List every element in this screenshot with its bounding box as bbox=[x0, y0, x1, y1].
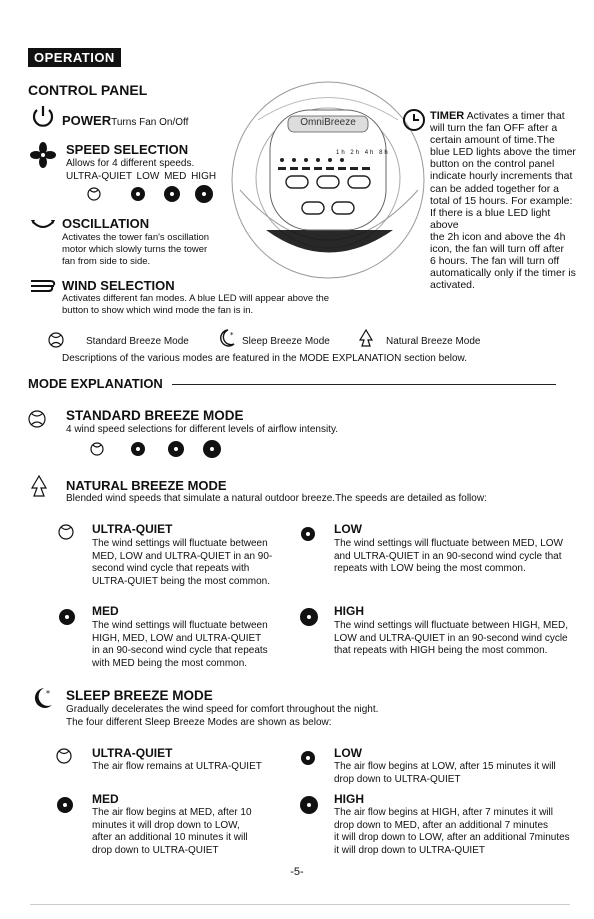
wind-line: button to show which wind mode the fan is in. bbox=[62, 305, 254, 316]
high-speed-icon bbox=[298, 794, 320, 816]
sleep-item-line: after an additional 10 minutes it will bbox=[92, 832, 248, 843]
natural-item-line: second wind cycle that repeats with bbox=[92, 563, 250, 574]
timer-line: 6 hours. The fan will turn off bbox=[430, 255, 560, 268]
legend-natural: Natural Breeze Mode bbox=[386, 336, 481, 347]
natural-item-line: that repeats with HIGH being the most common. bbox=[334, 645, 548, 656]
timer-line: If there is a blue LED light above bbox=[430, 206, 551, 231]
sleep-item-desc bbox=[334, 761, 556, 786]
svg-text:*: * bbox=[46, 689, 50, 698]
natural-item-line: and ULTRA-QUIET in an 90-second wind cycle that bbox=[334, 550, 562, 562]
sleep-item-title: LOW bbox=[334, 746, 362, 760]
timer-line: activated. bbox=[430, 279, 475, 292]
natural-item-line: The wind settings will fluctuate between bbox=[92, 538, 268, 549]
legend-standard: Standard Breeze Mode bbox=[86, 336, 189, 347]
oscillation-line: Activates the tower fan's oscillation bbox=[62, 232, 210, 243]
natural-item-title: LOW bbox=[334, 522, 362, 536]
timer-line: indicate hourly increments that bbox=[430, 170, 573, 183]
sleep-mode-title: SLEEP BREEZE MODE bbox=[66, 688, 213, 703]
sleep-item-line: drop down to MED, after an additional 7 minutes bbox=[334, 819, 549, 831]
speed-level-icons bbox=[86, 184, 236, 204]
oscillation-icon bbox=[30, 216, 56, 232]
oscillation-line: fan from side to side. bbox=[62, 256, 151, 267]
legend-sleep: Sleep Breeze Mode bbox=[242, 336, 330, 347]
timer-line: certain amount of time.The bbox=[430, 134, 555, 147]
section-badge: OPERATION bbox=[28, 48, 121, 67]
oscillation-line: motor which slowly turns the tower bbox=[62, 244, 208, 255]
timer-label-2h: 2h bbox=[350, 150, 362, 156]
sleep-item-line: The air flow begins at MED, after 10 bbox=[92, 807, 252, 818]
natural-item-line: The wind settings will fluctuate between bbox=[92, 620, 268, 631]
timer-line: icon, the fan will turn off after bbox=[430, 243, 565, 256]
sleep-item-line: drop down to ULTRA-QUIET bbox=[92, 844, 219, 856]
wind-line: Activates different fan modes. A blue LED will appear above the bbox=[62, 293, 330, 304]
timer-icon bbox=[402, 108, 426, 132]
legend-note: Descriptions of the various modes are featured in the MODE EXPLANATION section below. bbox=[62, 353, 467, 364]
bottom-edge-line bbox=[30, 904, 570, 905]
timer-label-1h: 1h bbox=[336, 150, 347, 156]
timer-block bbox=[430, 110, 580, 291]
med-speed-icon bbox=[56, 606, 78, 628]
natural-item-title: HIGH bbox=[334, 604, 364, 618]
fan-icon bbox=[30, 142, 56, 168]
wind-icon bbox=[30, 278, 58, 294]
sleep-item-line: drop down to ULTRA-QUIET bbox=[334, 773, 461, 785]
sleep-item-line: minutes it will drop down to LOW, bbox=[92, 819, 240, 831]
natural-item-line: MED, LOW and ULTRA-QUIET in an 90- bbox=[92, 550, 273, 562]
natural-item-line: LOW and ULTRA-QUIET in an 90-second wind cycle bbox=[334, 632, 568, 644]
sleep-item-title: HIGH bbox=[334, 792, 364, 806]
speed-title: SPEED SELECTION bbox=[66, 142, 189, 157]
sleep-desc-line: Gradually decelerates the wind speed for comfort throughout the night. bbox=[66, 704, 379, 715]
timer-label-8h: 8h bbox=[379, 150, 390, 156]
timer-line: blue LED lights above the timer bbox=[430, 146, 576, 159]
sleep-desc-line: The four different Sleep Breeze Modes are shown as below: bbox=[66, 716, 332, 728]
natural-item-line: with MED being the most common. bbox=[92, 657, 248, 669]
timer-line: will turn the fan OFF after a bbox=[430, 122, 558, 135]
low-speed-icon bbox=[298, 748, 318, 768]
natural-item-line: The wind settings will fluctuate between MED, LOW bbox=[334, 538, 563, 549]
timer-line: total of 15 hours. For example: bbox=[430, 194, 573, 207]
timer-line: button on the control panel bbox=[430, 158, 555, 171]
natural-item-desc bbox=[92, 538, 272, 588]
sleep-breeze-icon bbox=[30, 686, 56, 710]
section-divider bbox=[172, 384, 556, 385]
svg-text:*: * bbox=[230, 331, 234, 339]
standard-mode-title: STANDARD BREEZE MODE bbox=[66, 408, 244, 423]
standard-speed-icons bbox=[88, 438, 228, 460]
timer-line: Activates a timer that bbox=[466, 110, 565, 122]
sleep-item-line: The air flow begins at LOW, after 15 minutes it will bbox=[334, 761, 556, 772]
oscillation-title: OSCILLATION bbox=[62, 216, 150, 231]
ultra-quiet-icon bbox=[56, 522, 76, 542]
natural-item-line: ULTRA-QUIET being the most common. bbox=[92, 575, 271, 587]
sleep-breeze-icon bbox=[216, 328, 238, 348]
speed-desc: Allows for 4 different speeds. bbox=[66, 158, 195, 169]
high-speed-icon bbox=[298, 606, 320, 628]
oscillation-desc bbox=[62, 232, 209, 268]
natural-item-desc bbox=[92, 620, 268, 670]
ultra-quiet-icon bbox=[54, 746, 74, 766]
power-row bbox=[62, 112, 188, 130]
natural-mode-desc: Blended wind speeds that simulate a natural outdoor breeze.The speeds are detailed as follow: bbox=[66, 493, 487, 504]
sleep-item-desc bbox=[334, 807, 570, 857]
sleep-item-title: MED bbox=[92, 792, 119, 806]
natural-item-line: in an 90-second wind cycle that repeats bbox=[92, 645, 268, 656]
power-title: POWER bbox=[62, 113, 112, 128]
natural-breeze-icon bbox=[356, 328, 376, 348]
sleep-item-line: it will drop down to ULTRA-QUIET bbox=[334, 844, 485, 856]
sleep-item-line: The air flow begins at HIGH, after 7 minutes it will bbox=[334, 807, 553, 818]
natural-mode-title: NATURAL BREEZE MODE bbox=[66, 478, 227, 493]
power-icon bbox=[30, 104, 56, 130]
natural-item-title: ULTRA-QUIET bbox=[92, 522, 173, 536]
timer-label-4h: 4h bbox=[364, 150, 376, 156]
sleep-item-desc bbox=[92, 807, 252, 857]
speed-levels: ULTRA-QUIET LOW MED HIGH bbox=[66, 171, 217, 182]
wind-title: WIND SELECTION bbox=[62, 278, 175, 293]
sleep-item-line: it will drop down to LOW, after an additional 7minutes bbox=[334, 832, 570, 843]
timer-title: TIMER bbox=[430, 110, 465, 122]
natural-item-title: MED bbox=[92, 604, 119, 618]
sleep-mode-desc bbox=[66, 704, 378, 729]
page-number: -5- bbox=[290, 866, 304, 878]
natural-item-desc bbox=[334, 538, 563, 576]
standard-breeze-icon bbox=[46, 330, 66, 350]
brand-logo: OmniBreeze bbox=[300, 117, 356, 128]
natural-item-line: HIGH, MED, LOW and ULTRA-QUIET bbox=[92, 632, 262, 644]
natural-item-line: The wind settings will fluctuate between HIGH, MED, bbox=[334, 620, 568, 631]
sleep-item-title: ULTRA-QUIET bbox=[92, 746, 173, 760]
timer-line: the 2h icon and above the 4h bbox=[430, 230, 566, 243]
natural-item-line: repeats with LOW being the most common. bbox=[334, 563, 526, 574]
low-speed-icon bbox=[298, 524, 318, 544]
power-desc: Turns Fan On/Off bbox=[111, 117, 189, 128]
natural-item-desc bbox=[334, 620, 568, 658]
control-panel-heading: CONTROL PANEL bbox=[28, 82, 148, 98]
standard-mode-desc: 4 wind speed selections for different levels of airflow intensity. bbox=[66, 424, 338, 435]
wind-desc bbox=[62, 293, 329, 317]
timer-line: can be added together for a bbox=[430, 182, 560, 195]
timer-led-labels bbox=[336, 150, 390, 156]
timer-line: automatically only if the timer is bbox=[430, 267, 576, 280]
sleep-item-desc: The air flow remains at ULTRA-QUIET bbox=[92, 761, 262, 772]
control-panel-illustration bbox=[228, 80, 428, 280]
standard-breeze-icon bbox=[26, 408, 48, 430]
natural-breeze-icon bbox=[28, 474, 50, 498]
med-speed-icon bbox=[54, 794, 76, 816]
mode-explanation-heading: MODE EXPLANATION bbox=[28, 376, 163, 391]
